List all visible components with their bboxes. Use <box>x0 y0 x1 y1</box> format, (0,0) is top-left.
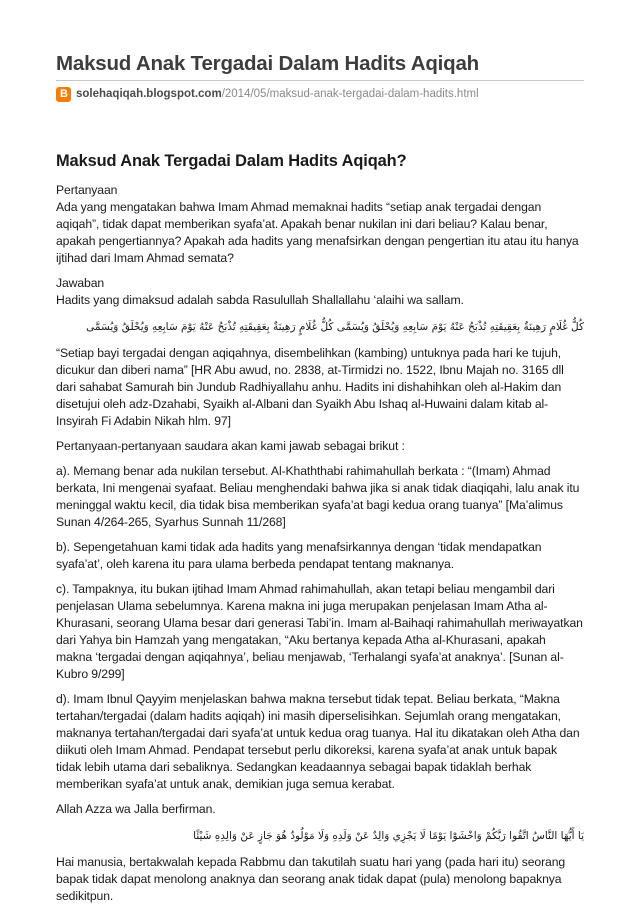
answers-intro: Pertanyaan-pertanyaan saudara akan kami jawab sebagai brikut : <box>56 439 405 453</box>
title-divider <box>56 80 584 81</box>
post-title: Maksud Anak Tergadai Dalam Hadits Aqiqah? <box>56 152 407 170</box>
hadith-translation: “Setiap bayi tergadai dengan aqiqahnya, disembelihkan (kambing) untuknya pada hari ke tujuh, dicukur dan diberi nama” [HR Abu awud, no. 2838, at-Tirmidzi no. 1522, Ibnu Majah no. 3165 dll dari sahabat Samurah bin Jundub Radhiyallahu anhu. Hadits ini dishahihkan oleh al-Hakim dan disetujui oleh adz-Dzahabi, Syaikh al-Albani dan Syaikh Abu Ishaq al-Huwaini dalam kitab al-Insyirah Fi Adabin Nikah hlm. 97] <box>56 346 564 428</box>
allah-says: Allah Azza wa Jalla berfirman. <box>56 802 216 816</box>
answer-d: d). Imam Ibnul Qayyim menjelaskan bahwa makna tersebut tidak tepat. Beliau berkata, “Makna tertahan/tergadai (dalam hadits aqiqah) ini masih diperselisihkan. Sejumlah orang mengatakan, maknanya tertahan/tergadai dari syafa’at untuk kedua orag tuanya. Hal itu dikatakan oleh Atha dan diikuti oleh Imam Ahmad. Pendapat tersebut perlu dikoreksi, karena syafa’at anak untuk bapak tidak lebih utama dari sebaliknya. Sedangkan keadaannya sebagai bapak tidaklah berhak memberikan syafa’at untuk anak, demikian juga semua kerabat. <box>56 692 580 791</box>
blogger-icon: B <box>56 87 71 102</box>
answer-a: a). Memang benar ada nukilan tersebut. Al-Khaththabi rahimahullah berkata : “(Imam) Ahmad berkata, Ini mengenai syafaat. Beliau menghendaki bahwa jika si anak tidak diaqiqahi, lalu anak itu meninggal waktu kecil, dia tidak bisa memberikan syafa’at bagi kedua orang tuanya” [Ma’alimus Sunan 4/264-265, Syarhus Sunnah 11/268] <box>56 464 580 529</box>
question-label: Pertanyaan <box>56 183 118 197</box>
source-line[interactable] <box>56 86 479 102</box>
hadith-arabic: كُلُّ غُلَامٍ رَهِينَةٌ بِعَقِيقَتِهِ تُذْبَحُ عَنْهُ يَوْمَ سَابِعِهِ وَيُحْلَقُ وَيُسَمَّى كُلُّ غُلَامٍ رَهِينَةٌ بِعَقِيقَتِهِ تُذْبَحُ عَنْهُ يَوْمَ سَابِعِهِ وَيُحْلَقُ وَيُسَمَّى <box>86 321 584 333</box>
page-title: Maksud Anak Tergadai Dalam Hadits Aqiqah <box>56 52 479 75</box>
verse-translation: Hai manusia, bertakwalah kepada Rabbmu dan takutilah suatu hari yang (pada hari itu) seorang bapak tidak dapat menolong anaknya dan seorang anak tidak dapat (pula) menolong bapaknya sedikitpun. <box>56 855 566 903</box>
answer-intro-text: Hadits yang dimaksud adalah sabda Rasulullah Shallallahu ‘alaihi wa sallam. <box>56 293 464 307</box>
answer-c: c). Tampaknya, itu bukan ijtihad Imam Ahmad rahimahullah, akan tetapi beliau mengambil dari penjelasan Ulama sebelumnya. Karena makna ini juga merupakan penjelasan Imam Atha al-Khurasani, seorang Ulama besar dari generasi Tabi’in. Imam al-Baihaqi rahimahullah meriwayatkan dari Yahya bin Hamzah yang mengatakan, “Aku bertanya kepada Atha al-Khurasani, apakah makna ‘tergadai dengan aqiqahnya’, beliau menjawab, ‘Terhalangi syafa’at anaknya’. [Sunan al-Kubro 9/299] <box>56 582 583 681</box>
post-body <box>56 151 584 913</box>
verse-arabic: يَا أَيُّهَا النَّاسُ اتَّقُوا رَبَّكُمْ وَاخْشَوْا يَوْمًا لَا يَجْزِي وَالِدٌ عَنْ وَلَدِهِ وَلَا مَوْلُودٌ هُوَ جَازٍ عَنْ وَالِدِهِ شَيْئًا <box>193 830 584 842</box>
answer-intro-paragraph <box>56 275 584 309</box>
question-paragraph <box>56 182 584 267</box>
answer-label: Jawaban <box>56 276 105 290</box>
source-domain[interactable]: solehaqiqah.blogspot.com <box>76 88 222 100</box>
answer-b: b). Sepengetahuan kami tidak ada hadits yang menafsirkannya dengan ‘tidak mendapatkan syafa’at’, oleh karena itu para ulama berbeda pendapat tentang maknanya. <box>56 540 542 571</box>
question-text: Ada yang mengatakan bahwa Imam Ahmad memaknai hadits “setiap anak tergadai dengan aqiqah”, tidak dapat memberikan syafa’at. Apakah benar nukilan ini dari beliau? Kalau benar, apakah pengertiannya? Apakah ada hadits yang menafsirkan dengan pengertian itu atau itu hanya ijtihad dari Imam Ahmad semata? <box>56 200 579 265</box>
source-path[interactable]: /2014/05/maksud-anak-tergadai-dalam-hadits.html <box>221 88 479 100</box>
